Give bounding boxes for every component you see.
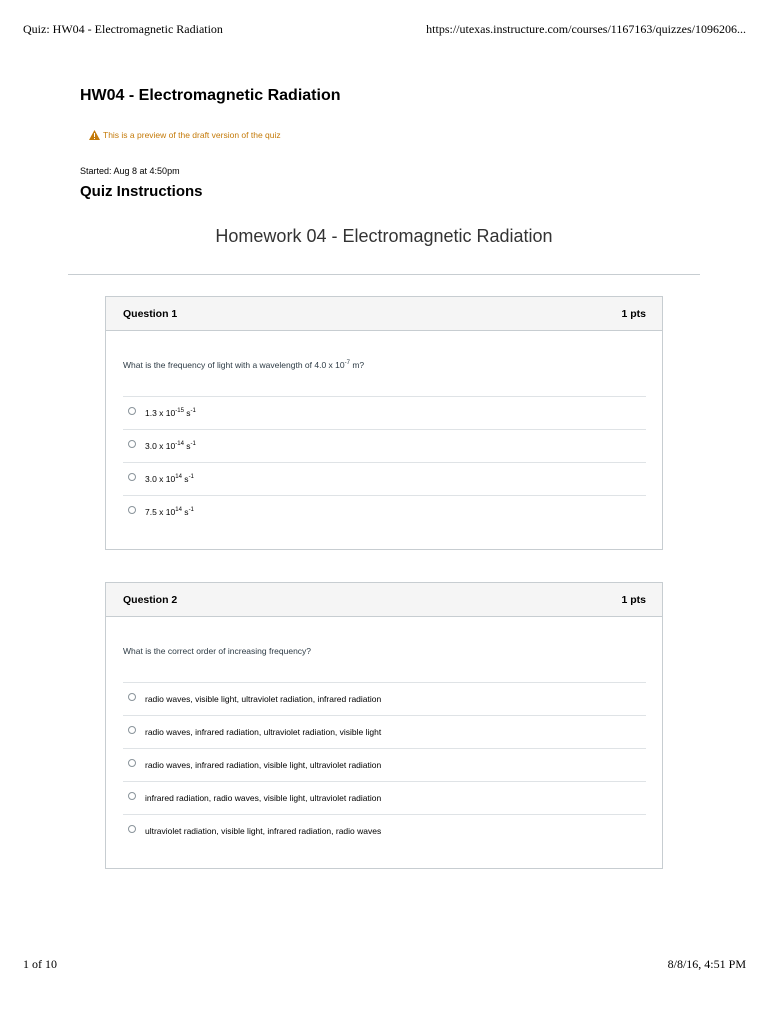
answer-unit-exponent: -1 <box>190 441 196 447</box>
answer-unit-exponent: -1 <box>190 408 196 414</box>
homework-title: Homework 04 - Electromagnetic Radiation <box>215 226 553 246</box>
question-points: 1 pts <box>621 307 646 320</box>
answer-unit: s <box>183 441 191 451</box>
answer-list <box>123 682 646 847</box>
draft-preview-warning <box>89 130 281 140</box>
answer-unit-exponent: -1 <box>188 507 194 513</box>
print-datetime: 8/8/16, 4:51 PM <box>667 957 746 971</box>
radio-button-icon[interactable] <box>128 407 136 415</box>
page-number: 1 of 10 <box>23 957 57 971</box>
radio-button-icon[interactable] <box>128 506 136 514</box>
question-points: 1 pts <box>621 593 646 606</box>
question-header <box>106 583 662 617</box>
answer-exponent: 14 <box>175 507 182 513</box>
question-2 <box>105 582 663 869</box>
print-header-url: https://utexas.instructure.com/courses/1167163/quizzes/1096206... <box>426 22 746 36</box>
question-label: Question 1 <box>123 307 178 320</box>
answer-exponent: 14 <box>175 474 182 480</box>
radio-button-icon[interactable] <box>128 473 136 481</box>
question-text <box>106 331 662 396</box>
answer-option[interactable] <box>123 462 646 495</box>
warning-triangle-icon <box>89 130 100 140</box>
question-text: What is the correct order of increasing frequency? <box>123 646 312 656</box>
answer-mantissa: 3.0 x 10 <box>145 474 176 484</box>
answer-unit: s <box>181 507 189 517</box>
answer-exponent: -14 <box>175 441 184 447</box>
answer-unit: s <box>183 408 191 418</box>
answer-unit: s <box>181 474 189 484</box>
print-header <box>0 22 768 38</box>
answer-mantissa: 1.3 x 10 <box>145 408 176 418</box>
question-text-exponent: -7 <box>344 360 350 366</box>
answer-option[interactable] <box>123 682 646 715</box>
answer-label: radio waves, visible light, ultraviolet radiation, infrared radiation <box>145 694 382 704</box>
answer-mantissa: 3.0 x 10 <box>145 441 176 451</box>
answer-option[interactable] <box>123 396 646 429</box>
question-text-unit: m? <box>349 360 365 370</box>
question-text-main: What is the frequency of light with a wavelength of 4.0 x 10 <box>123 360 345 370</box>
radio-button-icon[interactable] <box>128 693 136 701</box>
answer-label <box>145 441 196 451</box>
answer-label: radio waves, infrared radiation, visible light, ultraviolet radiation <box>145 760 382 770</box>
answer-mantissa: 7.5 x 10 <box>145 507 176 517</box>
divider <box>68 274 700 275</box>
radio-button-icon[interactable] <box>128 759 136 767</box>
quiz-title: HW04 - Electromagnetic Radiation <box>80 87 341 104</box>
answer-label <box>145 507 194 517</box>
question-1 <box>105 296 663 550</box>
radio-button-icon[interactable] <box>128 440 136 448</box>
answer-option[interactable] <box>123 495 646 528</box>
started-time: Started: Aug 8 at 4:50pm <box>80 166 180 176</box>
radio-button-icon[interactable] <box>128 726 136 734</box>
radio-button-icon[interactable] <box>128 792 136 800</box>
answer-option[interactable] <box>123 715 646 748</box>
answer-option[interactable] <box>123 781 646 814</box>
question-header <box>106 297 662 331</box>
answer-label: ultraviolet radiation, visible light, infrared radiation, radio waves <box>145 826 382 836</box>
answer-list <box>123 396 646 528</box>
quiz-instructions-heading: Quiz Instructions <box>80 183 203 200</box>
warning-text: This is a preview of the draft version of the quiz <box>103 130 281 140</box>
question-label: Question 2 <box>123 593 178 606</box>
answer-exponent: -15 <box>175 408 184 414</box>
answer-option[interactable] <box>123 814 646 847</box>
answer-label <box>145 408 196 418</box>
answer-option[interactable] <box>123 429 646 462</box>
radio-button-icon[interactable] <box>128 825 136 833</box>
print-header-title: Quiz: HW04 - Electromagnetic Radiation <box>23 22 223 36</box>
answer-unit-exponent: -1 <box>188 474 194 480</box>
answer-option[interactable] <box>123 748 646 781</box>
answer-label: infrared radiation, radio waves, visible light, ultraviolet radiation <box>145 793 382 803</box>
print-footer <box>0 957 768 973</box>
answer-label: radio waves, infrared radiation, ultraviolet radiation, visible light <box>145 727 382 737</box>
answer-label <box>145 474 194 484</box>
